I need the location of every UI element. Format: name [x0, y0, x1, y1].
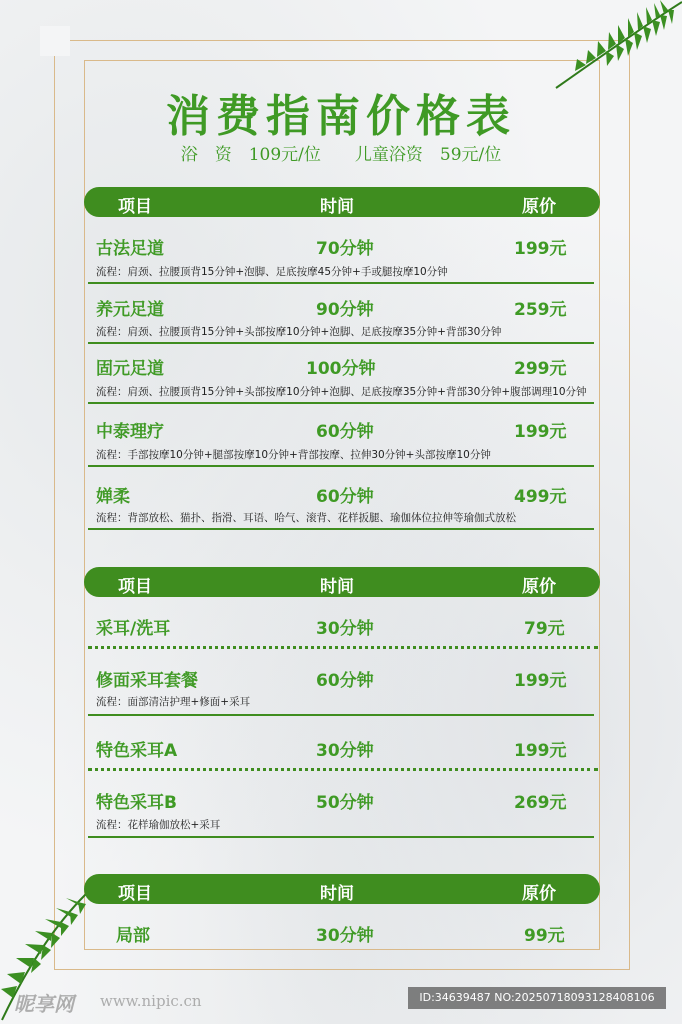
header-item: 项目 — [118, 197, 152, 217]
service-time: 60分钟 — [316, 671, 374, 691]
service-name: 特色采耳A — [96, 741, 178, 761]
divider — [88, 714, 594, 716]
header-price: 原价 — [522, 884, 556, 904]
watermark-logo: 昵享网 — [14, 992, 74, 1016]
watermark-id: ID:34639487 NO:20250718093128408106 — [408, 987, 666, 1009]
service-time: 30分钟 — [316, 926, 374, 946]
service-time: 100分钟 — [306, 359, 376, 379]
service-price: 259元 — [514, 300, 567, 320]
service-name: 采耳/洗耳 — [96, 619, 171, 639]
header-time: 时间 — [320, 884, 354, 904]
service-flow: 流程：肩颈、拉腰顶背15分钟+头部按摩10分钟+泡脚、足底按摩35分钟+背部30分钟+腹部调理10分钟 — [96, 386, 587, 398]
service-price: 269元 — [514, 793, 567, 813]
divider — [88, 465, 594, 467]
service-name: 古法足道 — [96, 239, 164, 259]
service-name: 固元足道 — [96, 359, 164, 379]
service-flow: 流程：背部放松、猫扑、指滑、耳语、哈气、滚背、花样扳腿、瑜伽体位拉伸等瑜伽式放松 — [96, 512, 516, 524]
service-name: 中泰理疗 — [96, 422, 164, 442]
bath-fee-subtitle: 浴 资 109元/位 儿童浴资 59元/位 — [180, 145, 502, 165]
service-price: 199元 — [514, 741, 567, 761]
service-time: 90分钟 — [316, 300, 374, 320]
service-time: 70分钟 — [316, 239, 374, 259]
header-time: 时间 — [320, 197, 354, 217]
service-time: 60分钟 — [316, 422, 374, 442]
service-time: 30分钟 — [316, 741, 374, 761]
divider — [88, 402, 594, 404]
service-name: 婵柔 — [96, 487, 130, 507]
divider — [88, 528, 594, 530]
header-item: 项目 — [118, 577, 152, 597]
service-time: 30分钟 — [316, 619, 374, 639]
service-name: 修面采耳套餐 — [96, 671, 198, 691]
watermark-bar — [0, 984, 682, 1024]
divider — [88, 646, 598, 649]
service-flow: 流程：面部清洁护理+修面+采耳 — [96, 696, 251, 708]
service-price: 199元 — [514, 671, 567, 691]
service-name: 特色采耳B — [96, 793, 177, 813]
frame-corner — [40, 26, 70, 56]
table-header — [84, 187, 600, 217]
service-flow: 流程：花样瑜伽放松+采耳 — [96, 819, 221, 831]
service-flow: 流程：肩颈、拉腰顶背15分钟+泡脚、足底按摩45分钟+手或腿按摩10分钟 — [96, 266, 448, 278]
header-time: 时间 — [320, 577, 354, 597]
header-item: 项目 — [118, 884, 152, 904]
table-header — [84, 874, 600, 904]
page-title: 消费指南价格表 — [166, 91, 516, 142]
service-flow: 流程：肩颈、拉腰顶背15分钟+头部按摩10分钟+泡脚、足底按摩35分钟+背部30分钟 — [96, 326, 502, 338]
service-time: 50分钟 — [316, 793, 374, 813]
service-name: 局部 — [116, 926, 150, 946]
divider — [88, 342, 594, 344]
header-price: 原价 — [522, 577, 556, 597]
service-name: 养元足道 — [96, 300, 164, 320]
table-header — [84, 567, 600, 597]
service-price: 199元 — [514, 422, 567, 442]
header-price: 原价 — [522, 197, 556, 217]
service-price: 299元 — [514, 359, 567, 379]
service-price: 199元 — [514, 239, 567, 259]
service-price: 99元 — [524, 926, 565, 946]
service-price: 499元 — [514, 487, 567, 507]
service-price: 79元 — [524, 619, 565, 639]
service-flow: 流程：手部按摩10分钟+腿部按摩10分钟+背部按摩、拉伸30分钟+头部按摩10分钟 — [96, 449, 491, 461]
divider — [88, 768, 598, 771]
divider — [88, 836, 594, 838]
divider — [88, 282, 594, 284]
service-time: 60分钟 — [316, 487, 374, 507]
watermark-url: www.nipic.cn — [100, 992, 202, 1010]
